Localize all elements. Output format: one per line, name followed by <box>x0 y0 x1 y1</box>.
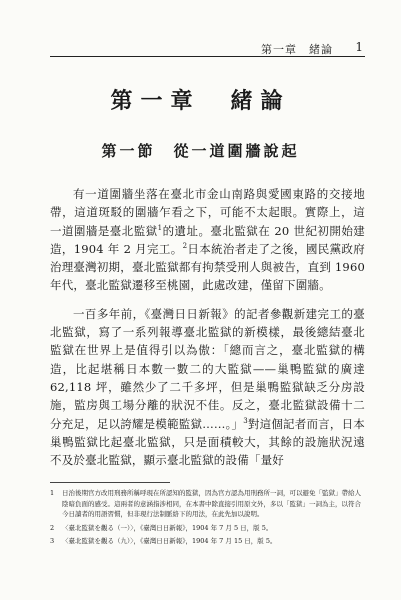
footnote-number: 1 <box>50 489 55 497</box>
running-head <box>50 40 365 57</box>
paragraph <box>50 305 365 470</box>
footnote-ref[interactable]: 1 <box>157 223 163 232</box>
paragraph-text: 有一道圍牆坐落在臺北市金山南路與愛國東路的交接地帶，這道斑駁的圍牆乍看之下，可能不太起眼。實際上，這一道圍牆是臺北監獄 <box>50 187 365 238</box>
paragraph <box>50 185 365 295</box>
footnote-number: 3 <box>50 537 55 545</box>
paragraph-text: 日本統治者走了之後，國民黨政府治理臺灣初期，臺北監獄都有拘禁受刑人與被告，直到 1960 年代，臺北監獄遷移至桃園，此處改建，僅留下圍牆。 <box>50 241 365 293</box>
section-title: 第一節 從一道圍牆說起 <box>101 142 300 160</box>
paragraph-text: 的遺址。臺北監獄在 20 世紀初開始建造，1904 年 2 月完工。 <box>50 223 365 256</box>
footnote <box>50 523 365 534</box>
footnote-text: 〈臺北監獄を觀る（九）〉，《臺灣日日新報》，1904 年 7 月 15 日，版 5。 <box>62 537 277 545</box>
footnote <box>50 536 365 547</box>
running-head-title: 第一章 緒論 <box>261 43 333 56</box>
footnote-divider <box>50 482 170 483</box>
chapter-title: 第一章 緒論 <box>110 88 291 114</box>
footnote-text: 日治後期官方改用刑務所稱呼現在所認知的監獄，因為官方認為用刑務所一詞，可以避免「監獄」帶給人陰暗負面的感受。這兩者的意涵指涉相同，在本書中除直接引用原文外，多以「監獄」一詞為主，以符合今日讀者的用語習慣，但非現行法制脈絡下的用法，在此先加以說明。 <box>62 489 361 518</box>
paragraph-text: 一百多年前，《臺灣日日新報》的記者參觀新建完工的臺北監獄，寫了一系列報導臺北監獄的新模樣，最後總結臺北監獄在世界上是值得引以為傲：「總而言之，臺北監獄的構造，比起堪稱日本數一數二的大監獄——巢鴨監獄的廣達 62,118 坪，雖然少了二千多坪，但是巢鴨監獄缺乏分房設施，監房與工場分離的狀況不佳。反之，臺北監獄設備十二分充足，足以誇耀是模範監獄……。」 <box>50 306 365 431</box>
body-text <box>50 185 365 479</box>
footnote-number: 2 <box>50 523 55 532</box>
footnote-ref[interactable]: 2 <box>182 242 188 251</box>
footnote <box>50 488 365 520</box>
footnote-ref[interactable]: 3 <box>243 416 248 425</box>
footnote-text: 〈臺北監獄を觀る（一）〉，《臺灣日日新報》，1904 年 7 月 5 日，版 5。 <box>62 523 273 532</box>
footnotes <box>50 488 365 550</box>
page-number: 1 <box>355 40 363 54</box>
paragraph-text: 對這個記者而言，日本巢鴨監獄比起臺北監獄，只是面積較大，其餘的設施狀況遠不及於臺北監獄，顯示臺北監獄的設備「量好 <box>50 416 365 468</box>
